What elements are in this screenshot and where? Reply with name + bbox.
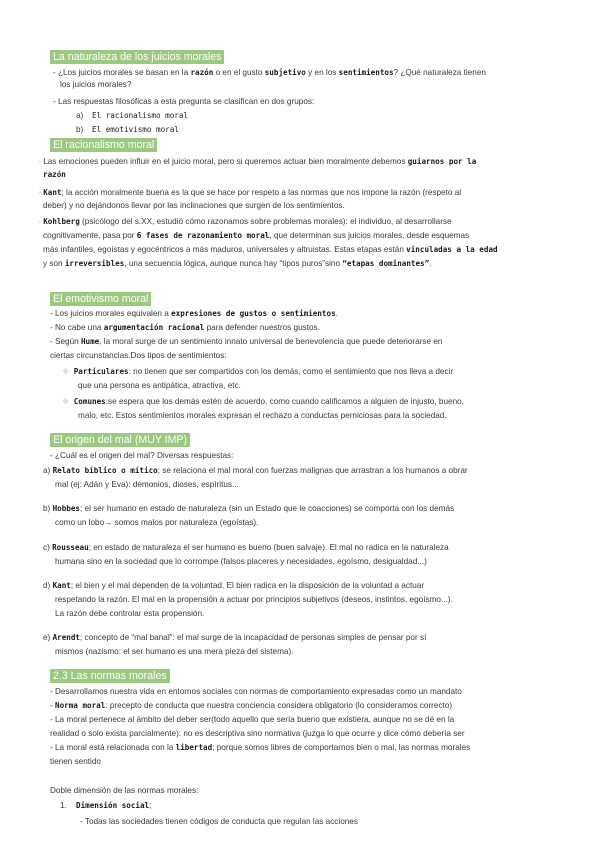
- text-line: Doble dimensión de las normas morales:: [50, 786, 199, 795]
- text-line: - La moral pertenece al ámbito del deber ser(todo aquello que sería bueno que existiera, aunque no se dé en la: [50, 715, 455, 724]
- list-item: b) Hobbes; el ser humano en estado de naturaleza (sin un Estado que le coacciones) se comporta con los demás: [43, 504, 455, 513]
- text-line: realidad o solo exista parcialmente): no es descriptiva sino normativa (juzga lo que ocurre y dice cómo debería ser: [50, 729, 465, 738]
- text-line: - Según Hume, la moral surge de un sentimiento innato universal de benevolencia que puede deteriorarse en: [50, 337, 443, 346]
- list-item: ❖ Particulares: no tienen que ser compartidos con los demás, como el sentimiento que nos lleva a decir: [62, 367, 454, 376]
- bullet-icon: ◦: [38, 157, 41, 166]
- text-line: respetando la razón. El mal en la propensión a actuar por principios subjetivos (deseos, instintos, egoísmo...).: [55, 595, 453, 604]
- text-line: - Las respuestas filosóficas a esta pregunta se clasifican en dos grupos:: [53, 97, 315, 106]
- text-line: malo, etc. Estos sentimientos morales expresan el rechazo a conductas perniciosas para la sociedad.: [78, 411, 447, 420]
- text-line: los juicios morales?: [60, 80, 132, 89]
- list-item: a) El racionalismo moral: [76, 111, 189, 120]
- heading-racionalismo: El racionalismo moral: [50, 138, 157, 152]
- diamond-bullet-icon: ❖: [62, 397, 70, 406]
- text-line: mal (ej: Adán y Eva): demonios, dioses, espíritus...: [55, 480, 239, 489]
- text-line: La razón debe controlar esta propensión.: [55, 609, 205, 618]
- list-item: a) Relato bíblico o mítico; se relaciona el mal moral con fuerzas malignas que arrastran a los humanos a obrar: [43, 466, 468, 475]
- heading-normas-morales: 2.3 Las normas morales: [50, 669, 170, 683]
- text-line: cognitivamente, pasa por 6 fases de razonamiento moral, que determinan sus juicios morales, desde esquemas: [43, 231, 470, 240]
- list-item: 1. Dimensión social;: [60, 801, 152, 810]
- text-line: más infantiles, egoístas y egocéntricos a más maduros, universales y altruistas. Estas etapas están vinculadas a la edad: [43, 245, 498, 254]
- text-line: ◦ Las emociones pueden influir en el juicio moral, pero si queremos actuar bien moralmente debemos guiarnos por la: [38, 157, 477, 166]
- diamond-bullet-icon: ❖: [62, 367, 70, 376]
- text-line: - Los juicios morales equivalen a expresiones de gustos o sentimientos.: [50, 309, 338, 318]
- text-line: ◦ Kant; la acción moralmente buena es la que se hace por respeto a las normas que nos impone la razón (respeto al: [38, 188, 462, 197]
- text-line: - Desarrollamos nuestra vida en entornos sociales con normas de comportamiento expresadas como un mandato: [50, 687, 462, 696]
- heading-origen-mal: El origen del mal (MUY IMP): [50, 433, 190, 447]
- list-item: ❖ Comunes:se espera que los demás estén de acuerdo, como cuando calificamos a alguien de injusto, bueno,: [62, 397, 464, 406]
- text-line: como un lobo→ somos malos por naturaleza (egoístas).: [55, 518, 259, 527]
- text-line: humana sino en la sociedad que lo corrompe (falsos placeres y necesidades, egoísmo, desigualdad...): [55, 557, 427, 566]
- text-line: razón: [43, 170, 66, 179]
- list-item: b) El emotivismo moral: [76, 125, 179, 134]
- text-line: - ¿Cuál es el origen del mal? Diversas respuestas:: [50, 451, 234, 460]
- text-line: y son irreversibles, una secuencia lógica, aunque nunca hay “tipos puros”sino “etapas dominantes”.: [43, 259, 432, 268]
- bullet-icon: ◦: [38, 217, 41, 226]
- text-line: ciertas circunstancias.Dos tipos de sentimientos:: [50, 351, 227, 360]
- list-item: d) Kant; el bien y el mal dependen de la voluntad. El bien radica en la disposición de la voluntad a actuar: [43, 581, 425, 590]
- text-line: - Norma moral: precepto de conducta que nuestra conciencia considera obligatorio (lo consideramos correcto): [50, 701, 453, 710]
- text-line: - La moral está relacionada con la libertad; porque somos libres de comportarnos bien o mal, las normas morales: [50, 743, 471, 752]
- heading-naturaleza: La naturaleza de los juicios morales: [50, 50, 224, 64]
- list-item: e) Arendt; concepto de “mal banal”: el mal surge de la incapacidad de personas simples de pensar por sí: [43, 633, 427, 642]
- text-line: tienen sentido: [50, 757, 101, 766]
- text-line: que una persona es antipática, atractiva, etc.: [78, 381, 241, 390]
- text-line: deber) y no dejándonos llevar por las inclinaciones que surgen de los sentimientos.: [43, 201, 345, 210]
- text-line: ◦ Kohlberg (psicólogo del s.XX, estudió cómo razonamos sobre problemas morales): el individuo, al desarrollarse: [38, 217, 452, 226]
- text-line: - ¿Los juicios morales se basan en la razón o en el gusto subjetivo y en los sentimientos? ¿Qué naturaleza tienen: [53, 68, 486, 77]
- list-item: c) Rousseau; en estado de naturaleza el ser humano es bueno (buen salvaje). El mal no radica en la naturaleza: [43, 543, 449, 552]
- heading-emotivismo: El emotivismo moral: [50, 292, 151, 306]
- bullet-icon: ◦: [38, 188, 41, 197]
- text-line: - No cabe una argumentación racional para defender nuestros gustos.: [50, 323, 320, 332]
- text-line: - Todas las sociedades tienen códigos de conducta que regulan las acciones: [80, 817, 358, 826]
- text-line: mismos (nazismo: el ser humano es una mera pieza del sistema).: [55, 647, 294, 656]
